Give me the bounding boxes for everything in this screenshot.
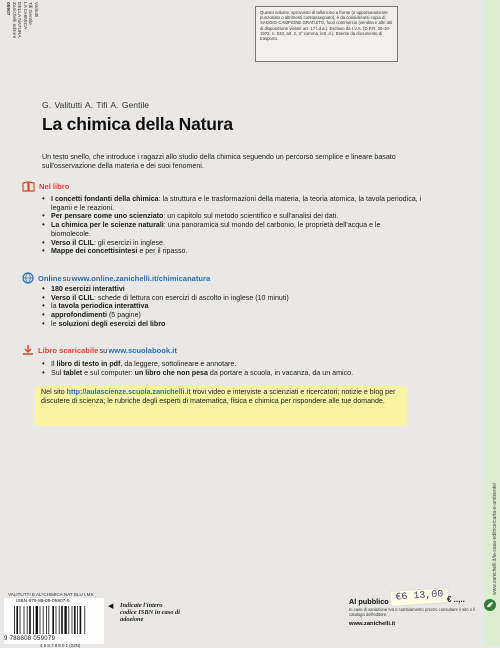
vat-note: In caso di variazione Iva o cambiamento prezzo consultare il sito o il catalogo dell'editore.: [349, 607, 476, 617]
item-text: , da leggere, sottolineare e annotare.: [120, 360, 237, 368]
download-icon: [22, 344, 34, 356]
yellow-post: trovi video e interviste a scienziati e ricercatori; notizie e blog per discutere di scienza; le rubriche degli esperti di matematica, fisica e chimica per rispondere alle tue domande.: [41, 388, 396, 406]
item-bold: Verso il CLIL: [51, 293, 94, 302]
barcode-bar: [56, 606, 57, 634]
item-bold: sintesi: [114, 247, 138, 256]
item-text: : la struttura e le trasformazioni della materia, la teoria atomica, la tavola periodica, i legami e le reazioni.: [51, 195, 422, 212]
product-code: VALITUTTI E AL*CHIMICA NAT BLU LMS: [8, 592, 94, 597]
price-label: Al pubblico: [349, 597, 389, 606]
item-bold: 180 esercizi interattivi: [51, 285, 125, 293]
item-bold: un libro che non pesa: [134, 368, 208, 377]
download-label: Libro scaricabile: [38, 345, 99, 355]
item-bold: libro di testo in pdf: [56, 360, 121, 368]
spine-line: Tifi Gentile: [27, 2, 33, 25]
list-item: [42, 212, 422, 221]
online-label: Online: [38, 273, 62, 283]
section-book-heading: [22, 181, 69, 192]
item-text: Sul: [51, 368, 64, 377]
barcode-bar: [24, 606, 25, 634]
section-download-heading: [22, 344, 177, 356]
item-bold: Verso il CLIL: [51, 238, 94, 247]
left-arrow-icon: ◀: [108, 603, 114, 610]
barcode-bar: [27, 606, 28, 634]
barcode-digits: 9 788808 059079: [4, 636, 56, 642]
barcode-bar: [40, 606, 41, 634]
barcode-bar: [16, 606, 18, 634]
price-sticker: €6 13,00: [390, 587, 450, 607]
barcode-bar: [64, 606, 66, 634]
barcode-bar: [46, 606, 47, 634]
barcode-bar: [43, 606, 44, 634]
list-item: [42, 239, 422, 248]
list-item: [42, 360, 442, 369]
barcode-bar: [84, 606, 85, 634]
sample-copy-notice: Questo volume, sprovvisto di talloncino a fronte (o opportunamente punzonato o altrimenti contrassegnato), è da considerarsi copia di SAGGIO-CAMPIONE GRATUITO, fuori commercio (vendita e altri atti di disposizione vietati: art. 17 l.d.a.). Escluso da I.V.A. (D.P.R. 26-10-1972, n. 633, art. 2, 3° comma, lett. d.). Esente da documento di trasporto.: [255, 6, 398, 62]
print-run-number: 4 5 6 7 8 9 0 1 (02N): [40, 643, 81, 648]
item-bold: La chimica per le scienze naturali: [51, 221, 164, 230]
spine-line: Valitutti: [33, 2, 38, 18]
item-bold: tablet: [63, 368, 83, 377]
barcode-bar: [68, 606, 69, 634]
item-text: : gli esercizi in inglese.: [93, 238, 165, 247]
online-su: su: [62, 273, 71, 283]
online-features-list: [42, 285, 422, 329]
barcode-bar: [61, 606, 63, 634]
item-text: (5 pagine): [106, 311, 141, 320]
spine-line: DELLA NATURA: [16, 2, 22, 38]
open-book-icon: [22, 181, 35, 192]
barcode-bar: [14, 606, 15, 634]
item-bold: Mappe dei concetti: [51, 247, 115, 256]
item-bold: approfondimenti: [51, 311, 107, 320]
barcode-bar: [20, 606, 21, 634]
list-item: [42, 311, 422, 320]
list-item: [42, 285, 422, 294]
item-bold: I concetti fondanti della chimica: [51, 195, 159, 203]
aulascienze-link[interactable]: http://aulascienze.scuola.zanichelli.it: [66, 388, 191, 396]
item-text: da portare a scuola, in vacanza, da un amico.: [207, 368, 354, 377]
barcode-bar: [33, 606, 34, 634]
list-item: [42, 221, 422, 238]
item-text: : un capitolo sul metodo scientifico e sull'analisi dei dati.: [163, 212, 339, 221]
spine-line: Zanichelli editore: [10, 2, 16, 39]
item-text: : una panoramica sul mondo del carbonio, le proprietà dell'acqua e le biomolecole.: [51, 221, 381, 238]
online-url-link[interactable]: www.online.zanichelli.it/chimicanatura: [71, 273, 211, 283]
item-bold: soluzioni degli esercizi del libro: [58, 319, 166, 328]
list-item: [42, 302, 422, 311]
download-su: su: [99, 345, 108, 355]
list-item: [42, 294, 422, 303]
item-text: la: [51, 302, 59, 311]
authors: G. Valitutti A. Tifi A. Gentile: [42, 100, 150, 110]
barcode-bar: [29, 606, 31, 634]
intro-paragraph: Un testo snello, che introduce i ragazzi allo studio della chimica seguendo un percorso semplice e lineare basato sull'osservazione della materia e dei suoi fenomeni.: [42, 153, 396, 171]
list-item: [42, 320, 422, 329]
list-item: [42, 195, 422, 212]
globe-icon: [22, 272, 34, 284]
spine-label: [5, 2, 38, 72]
barcode-bar: [80, 606, 82, 634]
price-placeholder: € ..,..: [447, 595, 465, 604]
barcode-bar: [74, 606, 76, 634]
section-online-heading: [22, 272, 210, 284]
publisher-logo-icon: [483, 598, 497, 612]
side-url-vertical: www.zanichelli.it/la-casa-editrice/carta-e-ambiente/: [492, 482, 498, 595]
spine-line: 05907: [5, 2, 11, 16]
download-features-list: [42, 360, 442, 377]
item-text: le: [51, 319, 59, 328]
list-item: [42, 369, 442, 378]
book-features-list: [42, 195, 422, 256]
item-text: e: [137, 247, 146, 256]
isbn-number: ISBN 978-88-08-05907-9: [16, 599, 70, 604]
book-title: La chimica della Natura: [42, 114, 233, 134]
download-url-link[interactable]: www.scuolabook.it: [108, 345, 177, 355]
barcode-bar: [36, 606, 38, 634]
barcode-bar: [72, 606, 73, 634]
list-item: [42, 247, 422, 256]
item-text: Il: [51, 360, 57, 368]
isbn-adoption-note: Indicate l'intero codice ISBN in caso di adozione: [120, 602, 180, 624]
barcode-bar: [48, 606, 49, 634]
publisher-url[interactable]: www.zanichelli.it: [349, 621, 396, 627]
barcode-bar: [52, 606, 54, 634]
item-text: : schede di lettura con esercizi di ascolto in inglese (10 minuti): [93, 293, 289, 302]
spine-line: LA CHIMICA: [21, 2, 27, 30]
item-bold: Per pensare come uno scienziato: [51, 212, 164, 221]
barcode-bar: [59, 606, 60, 634]
item-bold: tavola periodica interattiva: [58, 302, 149, 311]
section-book-title: Nel libro: [39, 182, 70, 191]
item-text: per il ripasso.: [145, 247, 188, 256]
aulascienze-box: [35, 386, 407, 426]
yellow-pre: Nel sito: [41, 388, 67, 396]
barcode-bar: [77, 606, 78, 634]
barcode: [12, 606, 94, 634]
item-text: e sul computer:: [82, 368, 135, 377]
